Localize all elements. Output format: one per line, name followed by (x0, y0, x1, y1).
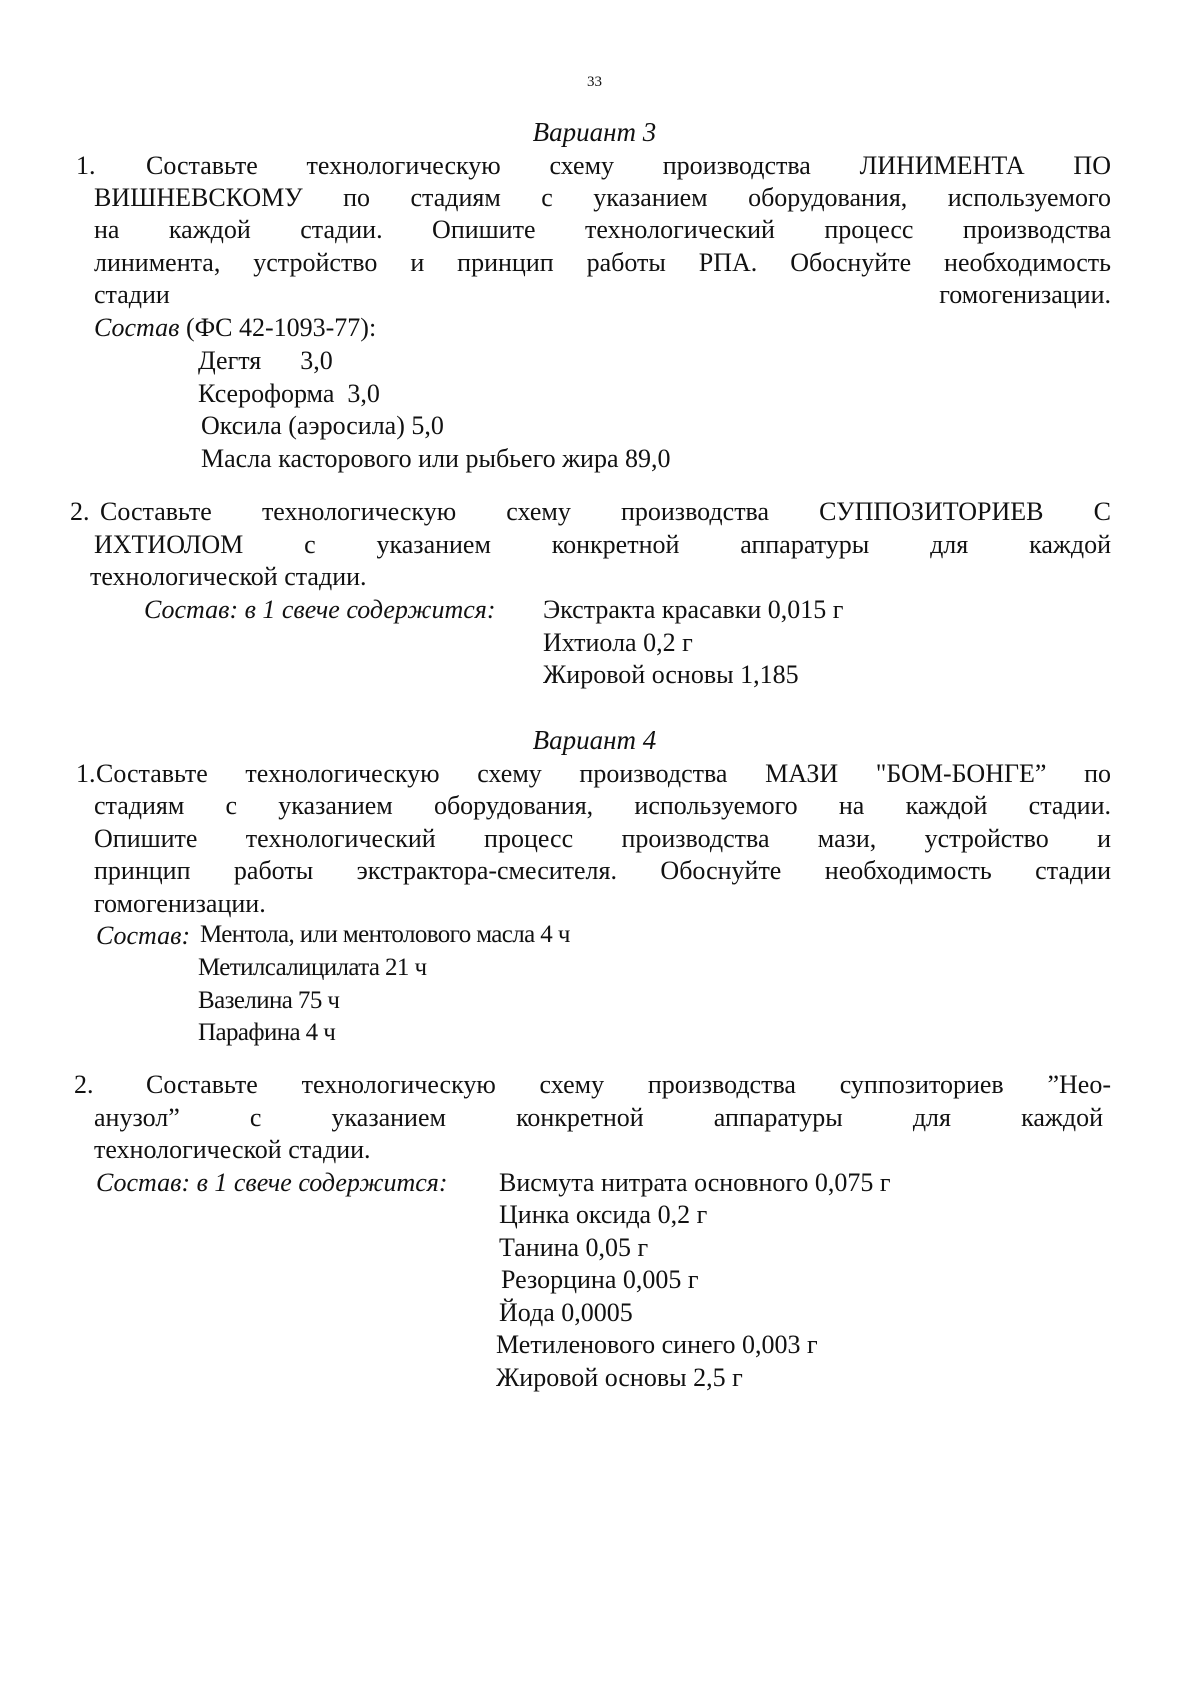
v3-q1-line-3: на каждой стадии. Опишите технологический процесс производства (94, 215, 1111, 244)
v3-q1-ingredient-1: Дегтя 3,0 (198, 346, 333, 375)
v4-q2-ingredient-2: Цинка оксида 0,2 г (499, 1200, 708, 1229)
page-number: 33 (587, 74, 602, 90)
v4-q1-ingredient-1: Ментола, или ментолового масла 4 ч (200, 921, 570, 948)
v4-q2-ingredient-3: Танина 0,05 г (499, 1233, 649, 1262)
v4-q2-line-3: технологической стадии. (94, 1135, 371, 1164)
v3-q1-line-5-left: стадии (94, 280, 170, 309)
variant-3-title: Вариант 3 (532, 117, 657, 147)
v4-q1-number: 1. (76, 759, 96, 788)
v4-q1-line-2: стадиям с указанием оборудования, используемого на каждой стадии. (94, 791, 1111, 820)
v3-q1-line-5-right: гомогенизации. (939, 280, 1111, 309)
v3-q2-line-2: ИХТИОЛОМ с указанием конкретной аппаратуры для каждой (94, 530, 1111, 559)
variant-4-title: Вариант 4 (532, 725, 657, 755)
v4-q1-composition-label: Состав: (96, 921, 191, 950)
v4-q2-ingredient-5: Йода 0,0005 (499, 1298, 633, 1327)
composition-label: Состав (94, 313, 180, 342)
v3-q2-ingredient-1: Экстракта красавки 0,015 г (543, 595, 844, 624)
v4-q1-line-4: принцип работы экстрактора-смесителя. Обоснуйте необходимость стадии (94, 856, 1111, 885)
v3-q1-composition (94, 313, 376, 343)
v3-q1-line-4: линимента, устройство и принцип работы РПА. Обоснуйте необходимость (94, 248, 1111, 277)
v4-q1-line-1: Составьте технологическую схему производства МАЗИ "БОМ-БОНГЕ” по (96, 759, 1111, 788)
v4-q2-ingredient-6: Метиленового синего 0,003 г (496, 1330, 818, 1359)
v4-q2-ingredient-1: Висмута нитрата основного 0,075 г (499, 1168, 891, 1197)
v3-q1-number: 1. (76, 151, 96, 180)
v4-q1-ingredient-4: Парафина 4 ч (198, 1019, 336, 1046)
v3-q2-ingredient-2: Ихтиола 0,2 г (543, 628, 693, 657)
v4-q1-line-5: гомогенизации. (94, 889, 266, 918)
v4-q2-line-2: анузол” с указанием конкретной аппаратуры для каждой (94, 1103, 1103, 1132)
v3-q1-ingredient-2: Ксероформа 3,0 (198, 379, 380, 408)
v4-q2-line-1: Составьте технологическую схему производства суппозиториев ”Нео- (146, 1070, 1111, 1099)
v3-q2-line-1: Составьте технологическую схему производства СУППОЗИТОРИЕВ С (100, 497, 1111, 526)
v4-q2-ingredient-4: Резорцина 0,005 г (501, 1265, 699, 1294)
v3-q1-ingredient-3: Оксила (аэросила) 5,0 (201, 411, 444, 440)
v3-q2-line-3: технологической стадии. (90, 562, 367, 591)
v3-q1-line-2: ВИШНЕВСКОМУ по стадиям с указанием оборудования, используемого (94, 183, 1111, 212)
v4-q1-line-3: Опишите технологический процесс производства мази, устройство и (94, 824, 1111, 853)
composition-source: (ФС 42-1093-77): (179, 313, 377, 342)
v4-q2-composition-label: Состав: в 1 свече содержится: (96, 1168, 448, 1197)
v4-q2-number: 2. (74, 1070, 94, 1099)
v3-q2-composition-label: Состав: в 1 свече содержится: (144, 595, 496, 624)
v4-q2-ingredient-7: Жировой основы 2,5 г (496, 1363, 743, 1392)
v3-q2-ingredient-3: Жировой основы 1,185 (543, 660, 799, 689)
v3-q1-line-1: Составьте технологическую схему производства ЛИНИМЕНТА ПО (146, 151, 1111, 180)
v3-q1-ingredient-4: Масла касторового или рыбьего жира 89,0 (201, 444, 671, 473)
v4-q1-ingredient-3: Вазелина 75 ч (198, 987, 340, 1014)
v4-q1-ingredient-2: Метилсалицилата 21 ч (198, 954, 427, 981)
v3-q2-number: 2. (70, 497, 90, 526)
